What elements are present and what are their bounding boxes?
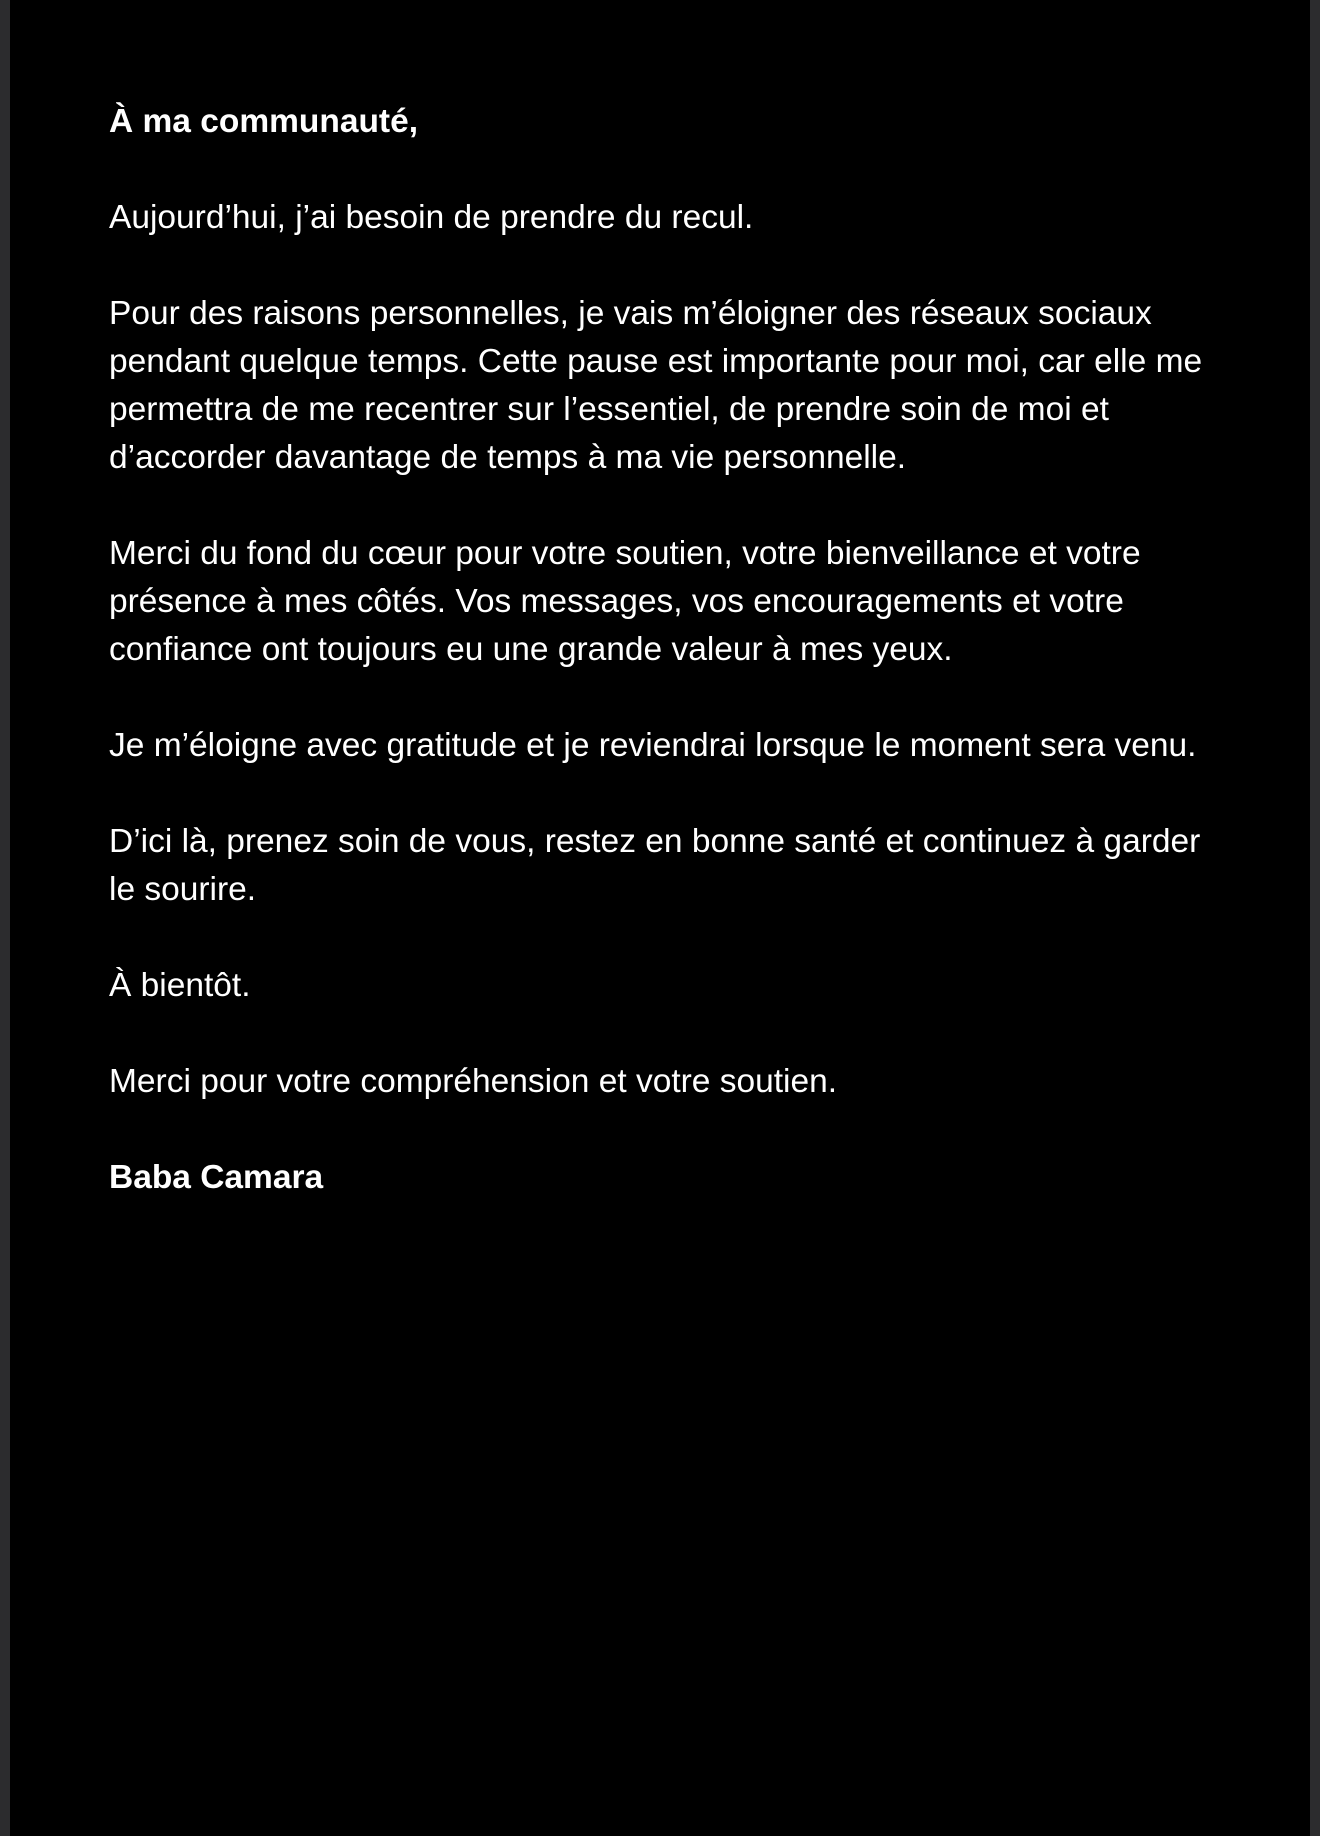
paragraph-6: À bientôt. — [109, 967, 251, 1004]
paragraph-5: D’ici là, prenez soin de vous, restez en bonne santé et continuez à garder le sourire. — [109, 823, 1201, 908]
paragraph-4: Je m’éloigne avec gratitude et je reviendrai lorsque le moment sera venu. — [109, 727, 1197, 764]
left-edge — [0, 0, 10, 1836]
paragraph-7: Merci pour votre compréhension et votre soutien. — [109, 1063, 838, 1100]
salutation: À ma communauté, — [109, 103, 419, 140]
paragraph-1: Aujourd’hui, j’ai besoin de prendre du recul. — [109, 199, 754, 236]
paragraph-2: Pour des raisons personnelles, je vais m’éloigner des réseaux sociaux pendant quelque temps. Cette pause est importante pour moi, car elle me permettra de me recentrer sur l’essentiel, de prendre soin de moi et d’accorder davantage de temps à ma vie personnelle. — [109, 295, 1203, 476]
paragraph-3: Merci du fond du cœur pour votre soutien, votre bienveillance et votre présence à mes côtés. Vos messages, vos encouragements et votre confiance ont toujours eu une grande valeur à mes yeux. — [109, 535, 1141, 668]
signature: Baba Camara — [109, 1159, 324, 1196]
right-edge — [1310, 0, 1320, 1836]
letter-body — [109, 98, 1219, 1250]
